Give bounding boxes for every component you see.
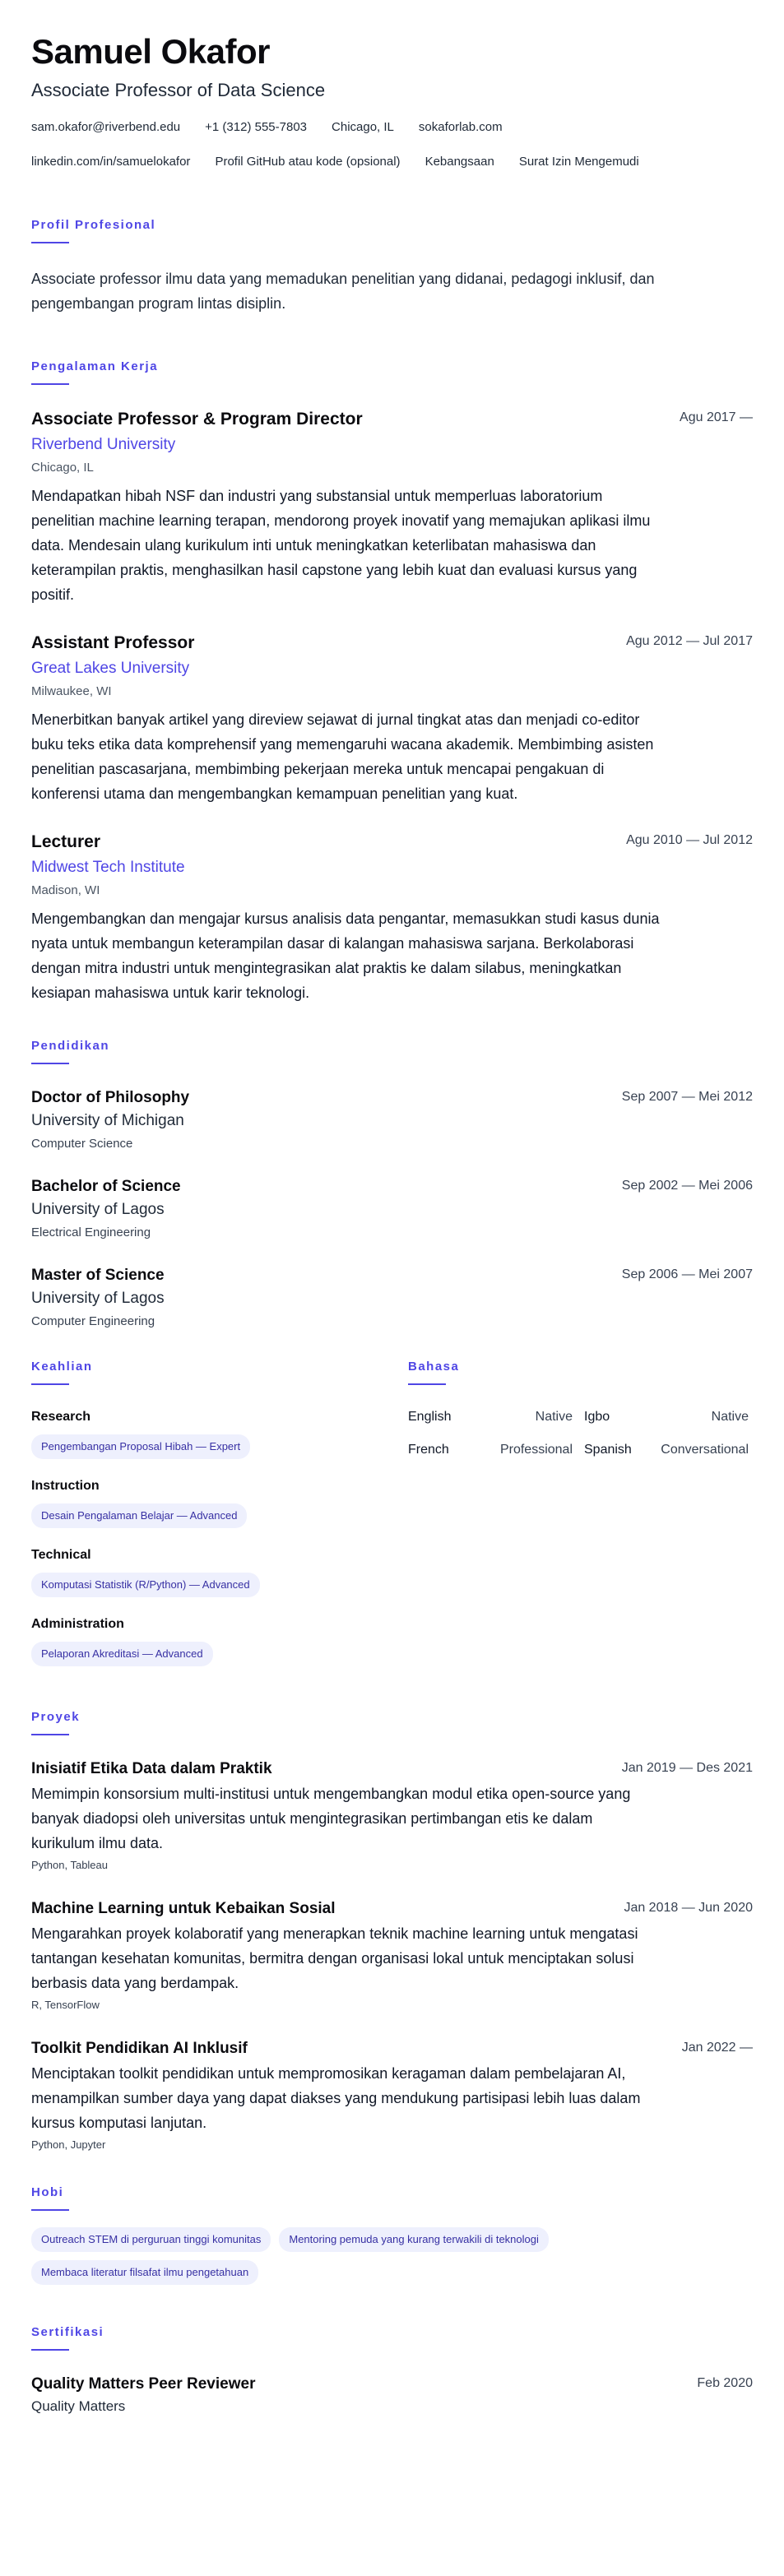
field-of-study: Computer Science <box>31 1137 133 1151</box>
job-date: Agu 2010 — Jul 2012 <box>626 833 753 847</box>
job-date: Agu 2017 — <box>680 410 753 424</box>
hobby-tag: Mentoring pemuda yang kurang terwakili di teknologi <box>279 2227 549 2252</box>
language-level: Professional <box>499 1443 573 1457</box>
job-company: Riverbend University <box>31 436 176 453</box>
certification-date: Feb 2020 <box>697 2376 753 2390</box>
contact-linkedin[interactable]: linkedin.com/in/samuelokafor <box>31 155 191 169</box>
skills-section <box>31 1359 408 1684</box>
section-title: Pengalaman Kerja <box>31 359 159 373</box>
project-item <box>31 1898 753 2013</box>
language-name: English <box>408 1410 452 1424</box>
section-divider <box>31 242 69 243</box>
person-name: Samuel Okafor <box>31 32 270 71</box>
certification-item <box>31 2374 753 2416</box>
job-date: Agu 2012 — Jul 2017 <box>626 634 753 648</box>
experience-section <box>31 359 753 1005</box>
education-item <box>31 1265 753 1331</box>
project-date: Jan 2019 — Des 2021 <box>621 1761 753 1775</box>
hobbies-section <box>31 2185 753 2285</box>
education-date: Sep 2007 — Mei 2012 <box>621 1090 753 1104</box>
project-title: Machine Learning untuk Kebaikan Sosial <box>31 1900 336 1917</box>
project-tech: Python, Tableau <box>31 1859 108 1871</box>
certifications-section <box>31 2324 753 2416</box>
experience-item <box>31 408 753 607</box>
education-date: Sep 2002 — Mei 2006 <box>621 1179 753 1193</box>
skill-tag: Pengembangan Proposal Hibah — Expert <box>31 1434 250 1459</box>
degree-name: Master of Science <box>31 1267 165 1284</box>
job-title: Lecturer <box>31 832 101 851</box>
section-title: Keahlian <box>31 1360 93 1374</box>
contact-github[interactable]: Profil GitHub atau kode (opsional) <box>215 155 401 169</box>
project-date: Jan 2018 — Jun 2020 <box>624 1901 753 1915</box>
hobby-tag: Membaca literatur filsafat ilmu pengetahuan <box>31 2260 258 2285</box>
certification-issuer: Quality Matters <box>31 2398 126 2414</box>
language-name: Igbo <box>584 1410 610 1424</box>
section-title: Hobi <box>31 2185 64 2199</box>
job-location: Milwaukee, WI <box>31 684 112 698</box>
skill-category: Administration <box>31 1617 124 1631</box>
skill-group <box>31 1615 408 1666</box>
skill-tag: Komputasi Statistik (R/Python) — Advanced <box>31 1573 260 1597</box>
field-of-study: Electrical Engineering <box>31 1225 151 1239</box>
school-name: University of Lagos <box>31 1201 165 1218</box>
education-section <box>31 1038 753 1331</box>
section-title: Sertifikasi <box>31 2325 104 2339</box>
skill-category: Technical <box>31 1548 91 1562</box>
section-title: Bahasa <box>408 1360 460 1374</box>
job-company: Great Lakes University <box>31 660 190 677</box>
skill-category: Instruction <box>31 1479 100 1493</box>
contact-nationality: Kebangsaan <box>424 155 494 169</box>
skill-group <box>31 1546 408 1597</box>
certification-name: Quality Matters Peer Reviewer <box>31 2375 256 2393</box>
section-divider <box>31 2349 69 2351</box>
language-name: French <box>408 1443 449 1457</box>
contact-list <box>31 117 753 173</box>
section-divider <box>31 383 69 385</box>
project-tech: R, TensorFlow <box>31 1999 100 2011</box>
project-tech: Python, Jupyter <box>31 2138 106 2151</box>
person-role: Associate Professor of Data Science <box>31 80 326 100</box>
skill-tag: Pelaporan Akreditasi — Advanced <box>31 1642 213 1666</box>
education-date: Sep 2006 — Mei 2007 <box>621 1267 753 1281</box>
school-name: University of Michigan <box>31 1112 184 1129</box>
job-location: Chicago, IL <box>31 461 94 475</box>
degree-name: Bachelor of Science <box>31 1178 181 1195</box>
section-title: Proyek <box>31 1710 81 1724</box>
contact-location: Chicago, IL <box>332 120 394 134</box>
project-description: Mengarahkan proyek kolaboratif yang menerapkan teknik machine learning untuk mengatasi tantangan kesehatan komunitas, bermitra dengan organisasi lokal untuk menciptakan solusi berbasis data yang berdampak. <box>31 1925 638 1991</box>
field-of-study: Computer Engineering <box>31 1314 155 1328</box>
degree-name: Doctor of Philosophy <box>31 1089 190 1106</box>
language-name: Spanish <box>584 1443 632 1457</box>
project-description: Memimpin konsorsium multi-institusi untuk mengembangkan modul etika open-source yang banyak diadopsi oleh universitas untuk mengintegrasikan pertimbangan etis ke dalam kurikulum ilmu data. <box>31 1786 631 1851</box>
language-level: Native <box>535 1410 573 1424</box>
job-title: Associate Professor & Program Director <box>31 410 363 429</box>
section-title: Pendidikan <box>31 1039 110 1053</box>
project-item <box>31 2038 753 2153</box>
skill-tag: Desain Pengalaman Belajar — Advanced <box>31 1503 247 1528</box>
experience-item <box>31 632 753 806</box>
job-description: Menerbitkan banyak artikel yang direview sejawat di jurnal tingkat atas dan menjadi co-editor buku teks etika data komprehensif yang memengaruhi wacana akademik. Membimbing asisten penelitian pascasarjana, membimbing pekerjaan mereka untuk mencapai pengakuan di konferensi utama dan mengembangkan kemampuan penelitian yang kuat. <box>31 711 654 802</box>
section-title: Profil Profesional <box>31 218 156 232</box>
project-title: Inisiatif Etika Data dalam Praktik <box>31 1760 272 1777</box>
section-divider <box>31 2209 69 2211</box>
skill-group <box>31 1477 408 1528</box>
contact-website[interactable]: sokaforlab.com <box>418 120 503 134</box>
section-divider <box>408 1383 446 1385</box>
school-name: University of Lagos <box>31 1290 165 1307</box>
section-divider <box>31 1383 69 1385</box>
skills-languages-row <box>31 1359 753 1684</box>
job-company: Midwest Tech Institute <box>31 859 185 876</box>
project-item <box>31 1758 753 1874</box>
language-level: Native <box>711 1410 749 1424</box>
project-description: Menciptakan toolkit pendidikan untuk mempromosikan keragaman dalam pembelajaran AI, menampilkan sumber daya yang dapat diakses yang mendukung partisipasi lebih luas dalam kursus komputasi lanjutan. <box>31 2065 641 2131</box>
skill-group <box>31 1408 408 1459</box>
job-title: Assistant Professor <box>31 633 195 652</box>
resume-header <box>31 31 753 173</box>
hobby-list <box>31 2227 706 2285</box>
summary-text: Associate professor ilmu data yang memadukan penelitian yang didanai, pedagogi inklusif, dan pengembangan program lintas disiplin. <box>31 271 655 312</box>
projects-section <box>31 1709 753 2153</box>
job-description: Mengembangkan dan mengajar kursus analisis data pengantar, memasukkan studi kasus dunia nyata untuk membangun keterampilan dasar di kalangan mahasiswa sarjana. Berkolaborasi dengan mitra industri untuk mengintegrasikan alat praktis ke dalam silabus, meningkatkan kesiapan mahasiswa untuk karir teknologi. <box>31 910 660 1001</box>
project-date: Jan 2022 — <box>681 2041 753 2055</box>
language-level: Conversational <box>661 1443 749 1457</box>
section-divider <box>31 1734 69 1735</box>
education-item <box>31 1087 753 1153</box>
summary-section <box>31 217 753 316</box>
skill-category: Research <box>31 1410 91 1424</box>
hobby-tag: Outreach STEM di perguruan tinggi komunitas <box>31 2227 271 2252</box>
job-location: Madison, WI <box>31 883 100 897</box>
languages-section <box>408 1359 753 1684</box>
experience-item <box>31 831 753 1005</box>
job-description: Mendapatkan hibah NSF dan industri yang substansial untuk memperluas laboratorium penelitian machine learning terapan, mendorong proyek inovatif yang memajukan aplikasi ilmu data. Mendesain ulang kurikulum inti untuk meningkatkan keterlibatan mahasiswa dan keterampilan praktis, menghasilkan hasil capstone yang lebih kuat dan evaluasi kursus yang positif. <box>31 488 651 603</box>
education-item <box>31 1176 753 1242</box>
language-list <box>408 1408 753 1459</box>
section-divider <box>31 1063 69 1064</box>
project-title: Toolkit Pendidikan AI Inklusif <box>31 2040 248 2057</box>
contact-email[interactable]: sam.okafor@riverbend.edu <box>31 120 181 134</box>
contact-drivers-license: Surat Izin Mengemudi <box>518 155 639 169</box>
contact-phone[interactable]: +1 (312) 555-7803 <box>205 120 308 134</box>
